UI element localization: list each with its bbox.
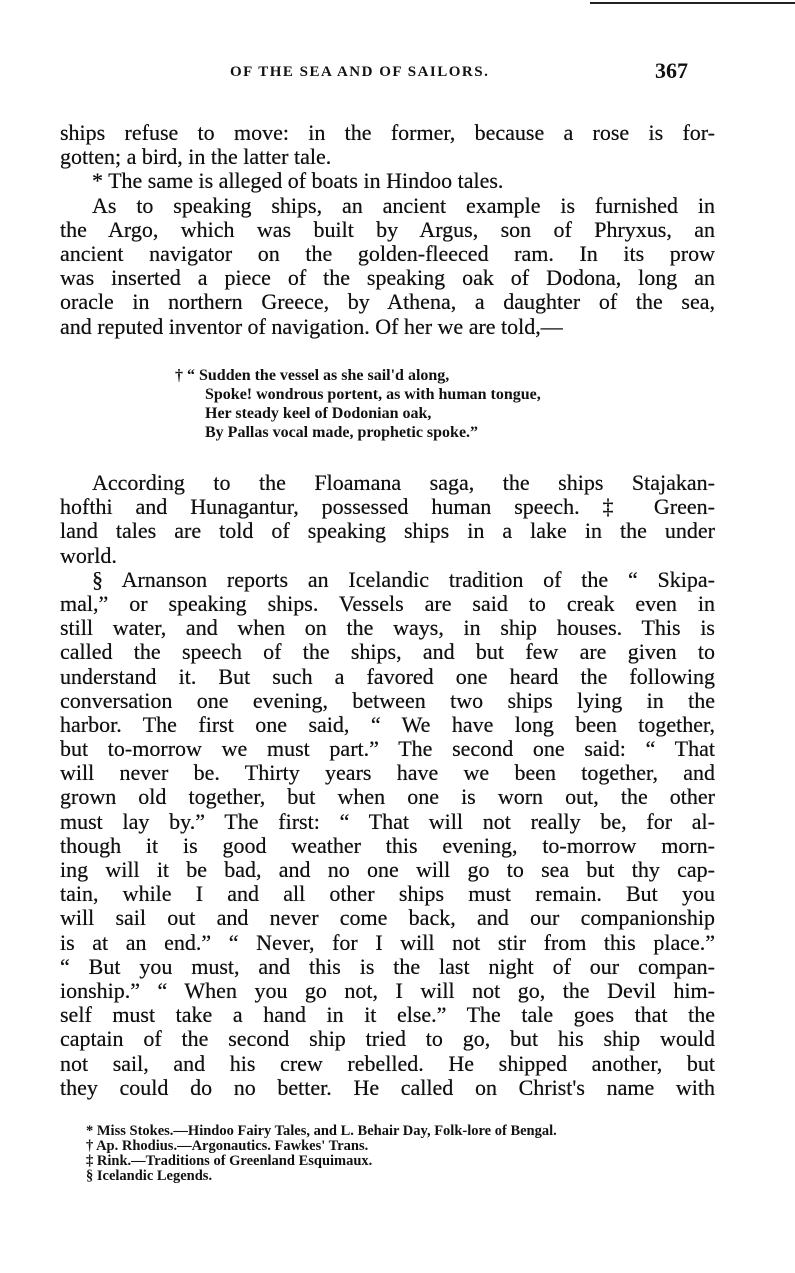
running-header: OF THE SEA AND OF SAILORS. <box>230 64 490 80</box>
footnote: † Ap. Rhodius.—Argonautics. Fawkes' Trans. <box>86 1138 369 1154</box>
footnote: ‡ Rink.—Traditions of Greenland Esquimaux. <box>86 1153 373 1169</box>
text-line: but to-morrow we must part.” The second one said: “ That <box>60 736 715 762</box>
text-line: still water, and when on the ways, in ship houses. This is <box>60 615 715 641</box>
text-line: § Arnanson reports an Icelandic tradition of the “ Skipa- <box>92 566 715 592</box>
text-line: world. <box>60 542 117 568</box>
text-block-1 <box>60 121 715 339</box>
text-block-2 <box>60 471 715 1100</box>
text-line: oracle in northern Greece, by Athena, a daughter of the sea, <box>60 289 715 315</box>
text-line: “ But you must, and this is the last night of our compan- <box>60 953 715 979</box>
footnote: * Miss Stokes.—Hindoo Fairy Tales, and L. Behair Day, Folk-lore of Bengal. <box>86 1123 557 1139</box>
text-line: * The same is alleged of boats in Hindoo tales. <box>92 168 504 194</box>
text-line: they could do no better. He called on Christ's name with <box>60 1074 715 1100</box>
page-number: 367 <box>655 58 688 83</box>
text-line: must lay by.” The first: “ That will not really be, for al- <box>60 808 715 834</box>
text-line: As to speaking ships, an ancient example is furnished in <box>92 192 715 218</box>
text-line: self must take a hand in it else.” The tale goes that the <box>60 1002 715 1028</box>
text-line: grown old together, but when one is worn out, the other <box>60 784 715 810</box>
verse-line: Spoke! wondrous portent, as with human tongue, <box>205 386 541 403</box>
text-line: though it is good weather this evening, to-morrow morn- <box>60 832 715 858</box>
text-line: ing will it be bad, and no one will go to sea but thy cap- <box>60 857 715 882</box>
text-line: is at an end.” “ Never, for I will not stir from this place.” <box>60 929 715 955</box>
text-line: will sail out and never come back, and our companionship <box>60 905 715 931</box>
text-line: ancient navigator on the golden-fleeced ram. In its prow <box>60 240 715 266</box>
text-line: was inserted a piece of the speaking oak of Dodona, long an <box>60 265 715 291</box>
text-line: hofthi and Hunagantur, possessed human speech. ‡ Green- <box>60 494 715 520</box>
verse-line: By Pallas vocal made, prophetic spoke.” <box>205 424 479 441</box>
text-line: harbor. The first one said, “ We have long been together, <box>60 711 715 737</box>
text-line: mal,” or speaking ships. Vessels are said to creak even in <box>60 590 715 616</box>
text-line: will never be. Thirty years have we been together, and <box>60 760 715 786</box>
text-line: captain of the second ship tried to go, but his ship would <box>60 1026 715 1052</box>
text-line: ionship.” “ When you go not, I will not go, the Devil him- <box>60 977 715 1003</box>
footnote: § Icelandic Legends. <box>86 1168 213 1184</box>
text-line: conversation one evening, between two ships lying in the <box>60 687 715 713</box>
text-line: land tales are told of speaking ships in a lake in the under <box>60 518 715 544</box>
text-line: understand it. But such a favored one heard the following <box>60 663 715 689</box>
verse-quotation <box>175 366 541 442</box>
text-line: not sail, and his crew rebelled. He shipped another, but <box>60 1050 715 1076</box>
verse-line: † “ Sudden the vessel as she sail'd along, <box>175 367 450 384</box>
verse-line: Her steady keel of Dodonian oak, <box>205 405 432 422</box>
text-line: called the speech of the ships, and but few are given to <box>60 639 715 665</box>
footnotes <box>86 1124 557 1184</box>
text-line: tain, while I and all other ships must remain. But you <box>60 881 715 907</box>
text-line: the Argo, which was built by Argus, son of Phryxus, an <box>60 216 715 242</box>
text-line: According to the Floamana saga, the ships Stajakan- <box>92 470 715 495</box>
text-line: gotten; a bird, in the latter tale. <box>60 144 332 170</box>
text-line: and reputed inventor of navigation. Of her we are told,— <box>60 313 563 339</box>
top-rule <box>590 2 795 4</box>
text-line: ships refuse to move: in the former, because a rose is for- <box>60 120 715 145</box>
